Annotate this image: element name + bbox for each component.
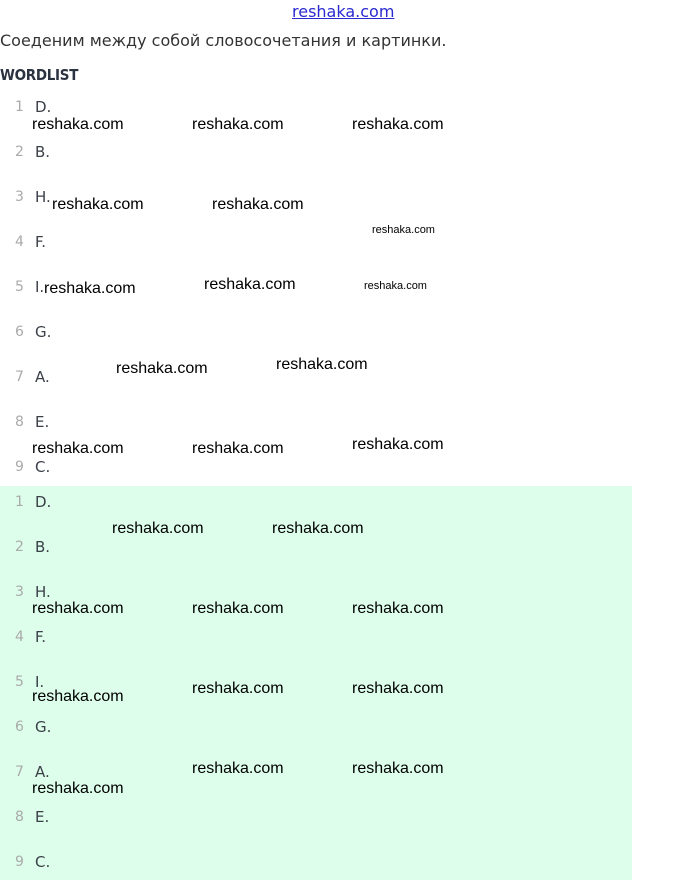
watermark: reshaka.com: [52, 196, 144, 213]
watermark: reshaka.com: [32, 116, 124, 133]
item-number: 4: [15, 234, 24, 250]
answer-item: [0, 719, 200, 739]
watermark: reshaka.com: [352, 116, 444, 133]
watermark: reshaka.com: [352, 680, 444, 697]
item-letter: F.: [35, 628, 46, 646]
watermark: reshaka.com: [352, 600, 444, 617]
item-letter: G.: [35, 718, 52, 736]
item-number: 5: [15, 674, 24, 690]
answer-item: [0, 854, 200, 874]
item-letter: D.: [35, 98, 52, 116]
watermark: reshaka.com: [212, 196, 304, 213]
watermark: reshaka.com: [192, 760, 284, 777]
item-letter: C.: [35, 853, 51, 871]
watermark: reshaka.com: [352, 760, 444, 777]
watermark: reshaka.com: [352, 436, 444, 453]
item-number: 2: [15, 144, 24, 160]
item-number: 3: [15, 189, 24, 205]
item-number: 6: [15, 719, 24, 735]
item-number: 5: [15, 279, 24, 295]
item-letter: E.: [35, 413, 50, 431]
wordlist-title: WORDLIST: [0, 66, 79, 84]
item-number: 9: [15, 459, 24, 475]
watermark: reshaka.com: [372, 224, 435, 236]
list-item: [0, 234, 200, 254]
item-letter: I.: [35, 278, 45, 296]
item-number: 2: [15, 539, 24, 555]
item-letter: H.: [35, 188, 51, 206]
list-item: [0, 414, 200, 434]
list-item: [0, 324, 200, 344]
item-letter: F.: [35, 233, 46, 251]
watermark: reshaka.com: [116, 360, 208, 377]
answer-item: [0, 629, 200, 649]
watermark: reshaka.com: [364, 280, 427, 292]
item-number: 8: [15, 809, 24, 825]
item-number: 4: [15, 629, 24, 645]
item-number: 3: [15, 584, 24, 600]
item-number: 7: [15, 369, 24, 385]
watermark: reshaka.com: [112, 520, 204, 537]
item-letter: H.: [35, 583, 51, 601]
watermark: reshaka.com: [32, 780, 124, 797]
list-item: [0, 459, 200, 479]
answer-item: [0, 539, 200, 559]
watermark: reshaka.com: [32, 440, 124, 457]
item-letter: A.: [35, 368, 50, 386]
intro-text: Соеденим между собой словосочетания и картинки.: [0, 31, 447, 50]
item-number: 9: [15, 854, 24, 870]
item-number: 8: [15, 414, 24, 430]
item-letter: B.: [35, 538, 51, 556]
item-letter: G.: [35, 323, 52, 341]
item-letter: B.: [35, 143, 51, 161]
item-number: 6: [15, 324, 24, 340]
answer-item: [0, 494, 200, 514]
watermark: reshaka.com: [32, 600, 124, 617]
watermark: reshaka.com: [32, 688, 124, 705]
watermark: reshaka.com: [204, 276, 296, 293]
item-letter: I.: [35, 673, 45, 691]
item-letter: E.: [35, 808, 50, 826]
item-letter: A.: [35, 763, 50, 781]
site-link[interactable]: reshaka.com: [292, 2, 395, 21]
item-letter: C.: [35, 458, 51, 476]
watermark: reshaka.com: [276, 356, 368, 373]
watermark: reshaka.com: [192, 600, 284, 617]
watermark: reshaka.com: [44, 280, 136, 297]
item-number: 7: [15, 764, 24, 780]
watermark: reshaka.com: [272, 520, 364, 537]
watermark: reshaka.com: [192, 116, 284, 133]
item-number: 1: [15, 494, 24, 510]
list-item: [0, 144, 200, 164]
item-number: 1: [15, 99, 24, 115]
item-letter: D.: [35, 493, 52, 511]
answer-item: [0, 809, 200, 829]
watermark: reshaka.com: [192, 440, 284, 457]
watermark: reshaka.com: [192, 680, 284, 697]
